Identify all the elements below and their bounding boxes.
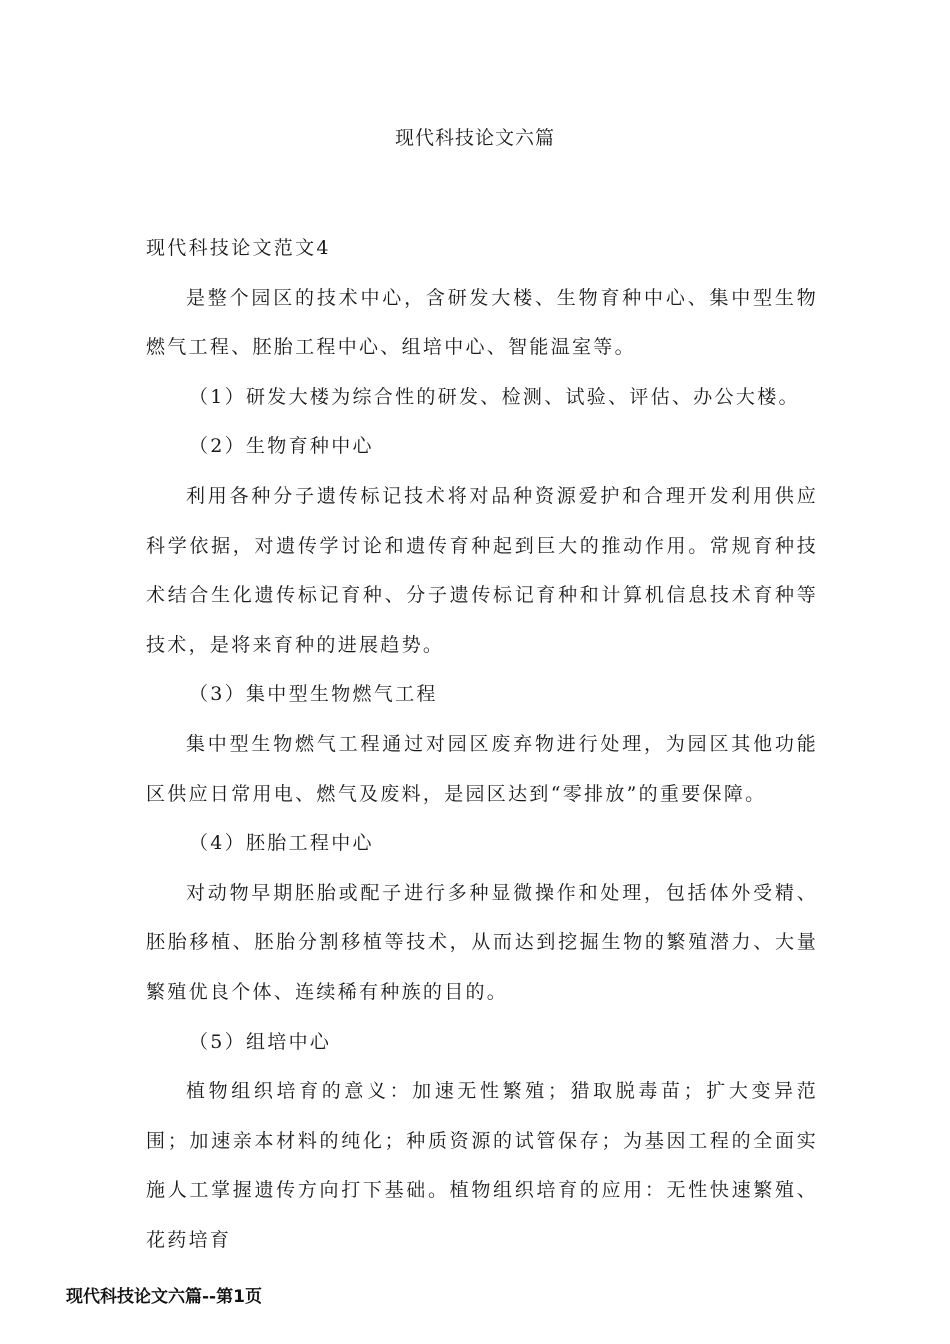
paragraph: 利用各种分子遗传标记技术将对品种资源爱护和合理开发利用供应科学依据，对遗传学讨论和遗传育种起到巨大的推动作用。常规育种技术结合生化遗传标记育种、分子遗传标记育种和计算机信息技术育种等技术，是将来育种的进展趋势。 [146, 484, 818, 656]
page-footer: 现代科技论文六篇--第1页 [66, 1287, 262, 1307]
paragraph: 植物组织培育的意义：加速无性繁殖；猎取脱毒苗；扩大变异范围；加速亲本材料的纯化；种质资源的试管保存；为基因工程的全面实施人工掌握遗传方向打下基础。植物组织培育的应用：无性快速繁殖、花药培育 [146, 1080, 818, 1251]
section-heading: 现代科技论文范文4 [146, 237, 331, 259]
paragraph: 是整个园区的技术中心，含研发大楼、生物育种中心、集中型生物燃气工程、胚胎工程中心、组培中心、智能温室等。 [146, 286, 818, 359]
paragraph: 对动物早期胚胎或配子进行多种显微操作和处理，包括体外受精、胚胎移植、胚胎分割移植等技术，从而达到挖掘生物的繁殖潜力、大量繁殖优良个体、连续稀有种族的目的。 [146, 881, 818, 1003]
paragraph: 集中型生物燃气工程通过对园区废弃物进行处理，为园区其他功能区供应日常用电、燃气及废料，是园区达到“零排放”的重要保障。 [146, 732, 818, 805]
subsection-heading: （4）胚胎工程中心 [189, 832, 374, 855]
subsection-heading: （2）生物育种中心 [189, 435, 374, 458]
document-body [146, 224, 818, 1265]
subsection-heading: （3）集中型生物燃气工程 [189, 683, 438, 706]
document-title: 现代科技论文六篇 [394, 127, 555, 149]
list-item: （1）研发大楼为综合性的研发、检测、试验、评估、办公大楼。 [189, 385, 800, 408]
subsection-heading: （5）组培中心 [189, 1030, 332, 1053]
